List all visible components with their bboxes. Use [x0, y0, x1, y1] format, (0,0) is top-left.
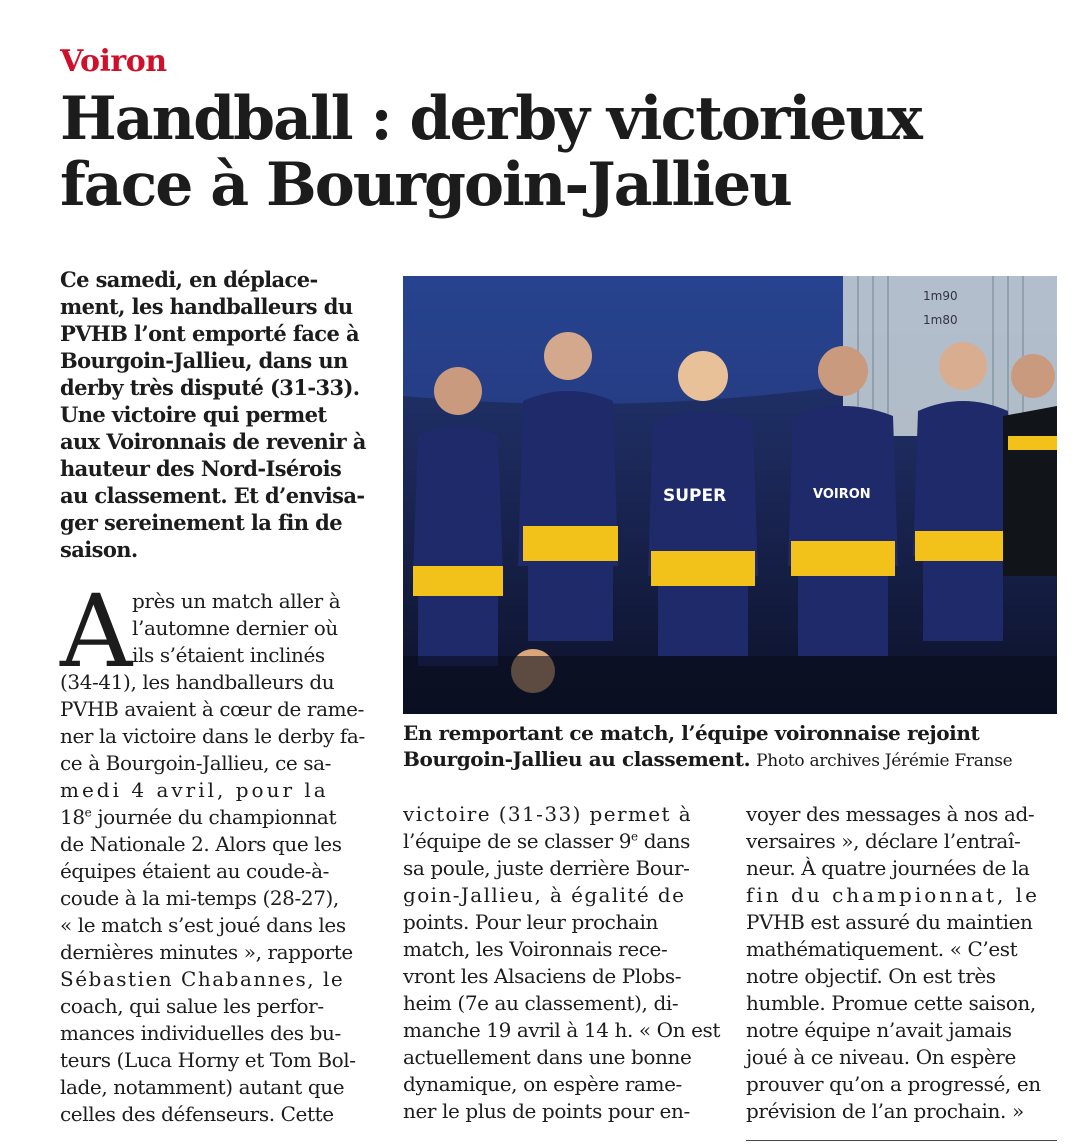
ordinal-suffix: e	[84, 805, 92, 820]
body-line: voyer des messages à nos ad-	[746, 802, 1035, 826]
lead-line: aux Voironnais de revenir à	[60, 429, 366, 454]
body-line: ner le plus de points pour en-	[403, 1099, 690, 1123]
body-line: 18e journée du championnat	[60, 805, 337, 829]
body-line: fin du championnat, le	[746, 883, 1040, 907]
lead-line: Bourgoin-Jallieu, dans un	[60, 348, 348, 373]
wall-mark: 1m90	[923, 289, 958, 303]
body-line: prévision de l’an prochain. »	[746, 1099, 1024, 1123]
wall-mark: 1m80	[923, 313, 958, 327]
body-line: l’automne dernier où	[132, 616, 338, 640]
body-line: goin-Jallieu, à égalité de	[403, 883, 686, 907]
body-line: prouver qu’on a progressé, en	[746, 1072, 1041, 1096]
headline-line: face à Bourgoin-Jallieu	[60, 150, 791, 220]
body-line: actuellement dans une bonne	[403, 1045, 692, 1069]
body-line: victoire (31-33) permet à	[403, 802, 693, 826]
body-line: ce à Bourgoin-Jallieu, ce sa-	[60, 751, 332, 775]
body-line: coach, qui salue les perfor-	[60, 994, 324, 1018]
body-line: vront les Alsaciens de Plobs-	[403, 964, 682, 988]
lead-paragraph	[60, 266, 370, 563]
lead-line: Une victoire qui permet	[60, 402, 327, 427]
body-line: PVHB est assuré du maintien	[746, 910, 1033, 934]
lead-line: saison.	[60, 537, 138, 562]
lead-line: Ce samedi, en déplace-	[60, 267, 318, 292]
body-line: neur. À quatre journées de la	[746, 856, 1030, 880]
body-line: medi 4 avril, pour la	[60, 778, 329, 802]
body-line: « le match s’est joué dans les	[60, 913, 346, 937]
caption-line	[403, 720, 1063, 746]
body-line: Sébastien Chabannes, le	[60, 967, 345, 991]
lead-line: derby très disputé (31-33).	[60, 375, 360, 400]
body-line: celles des défenseurs. Cette	[60, 1102, 334, 1126]
lead-line: ger sereinement la fin de	[60, 510, 343, 535]
caption-text: Bourgoin-Jallieu au classement.	[403, 747, 751, 771]
lead-line: hauteur des Nord-Isérois	[60, 456, 342, 481]
team-photo	[403, 276, 1057, 714]
ordinal-suffix: e	[631, 829, 638, 844]
body-line: ils s’étaient inclinés	[132, 643, 325, 667]
body-line: teurs (Luca Horny et Tom Bol-	[60, 1048, 356, 1072]
body-line: équipes étaient au coude-à-	[60, 859, 330, 883]
body-line: l’équipe de se classer 9e dans	[403, 829, 690, 853]
body-line: PVHB avaient à cœur de rame-	[60, 697, 364, 721]
body-line: dernières minutes », rapporte	[60, 940, 353, 964]
body-line: versaires », déclare l’entraî-	[746, 829, 1021, 853]
body-line: sa poule, juste derrière Bour-	[403, 856, 690, 880]
photo-caption	[403, 720, 1063, 774]
jersey-text: SUPER	[663, 486, 727, 506]
lead-line: PVHB l’ont emporté face à	[60, 321, 359, 346]
body-line: près un match aller à	[132, 589, 341, 613]
lead-line: au classement. Et d’envisa-	[60, 483, 365, 508]
caption-text: En remportant ce match, l’équipe voironnaise rejoint	[403, 721, 980, 745]
body-line: manche 19 avril à 14 h. « On est	[403, 1018, 721, 1042]
body-line: notre objectif. On est très	[746, 964, 996, 988]
jersey-text: VOIRON	[813, 487, 871, 502]
body-line: coude à la mi-temps (28-27),	[60, 886, 339, 910]
body-line: dynamique, on espère rame-	[403, 1072, 682, 1096]
caption-line	[403, 746, 1063, 774]
body-line: points. Pour leur prochain	[403, 910, 658, 934]
photo-credit: Photo archives Jérémie Franse	[756, 751, 1013, 771]
body-line: joué à ce niveau. On espère	[746, 1045, 1016, 1069]
body-line: lade, notamment) autant que	[60, 1075, 345, 1099]
section-rubric: Voiron	[60, 44, 167, 79]
body-line: ner la victoire dans le derby fa-	[60, 724, 365, 748]
body-column-2	[403, 801, 721, 1125]
headline	[60, 86, 1020, 218]
headline-line: Handball : derby victorieux	[60, 84, 921, 154]
lead-line: ment, les handballeurs du	[60, 294, 353, 319]
body-line: notre équipe n’avait jamais	[746, 1018, 1012, 1042]
column-rule	[746, 1140, 1057, 1141]
body-line: mances individuelles des bu-	[60, 1021, 341, 1045]
body-line: (34-41), les handballeurs du	[60, 670, 335, 694]
body-line: de Nationale 2. Alors que les	[60, 832, 342, 856]
body-column-1	[60, 588, 378, 1128]
body-line: match, les Voironnais rece-	[403, 937, 668, 961]
drop-cap: A	[60, 573, 133, 690]
body-line: mathématiquement. « C’est	[746, 937, 1018, 961]
body-line: heim (7e au classement), di-	[403, 991, 679, 1015]
body-column-3	[746, 801, 1064, 1125]
body-line: humble. Promue cette saison,	[746, 991, 1036, 1015]
